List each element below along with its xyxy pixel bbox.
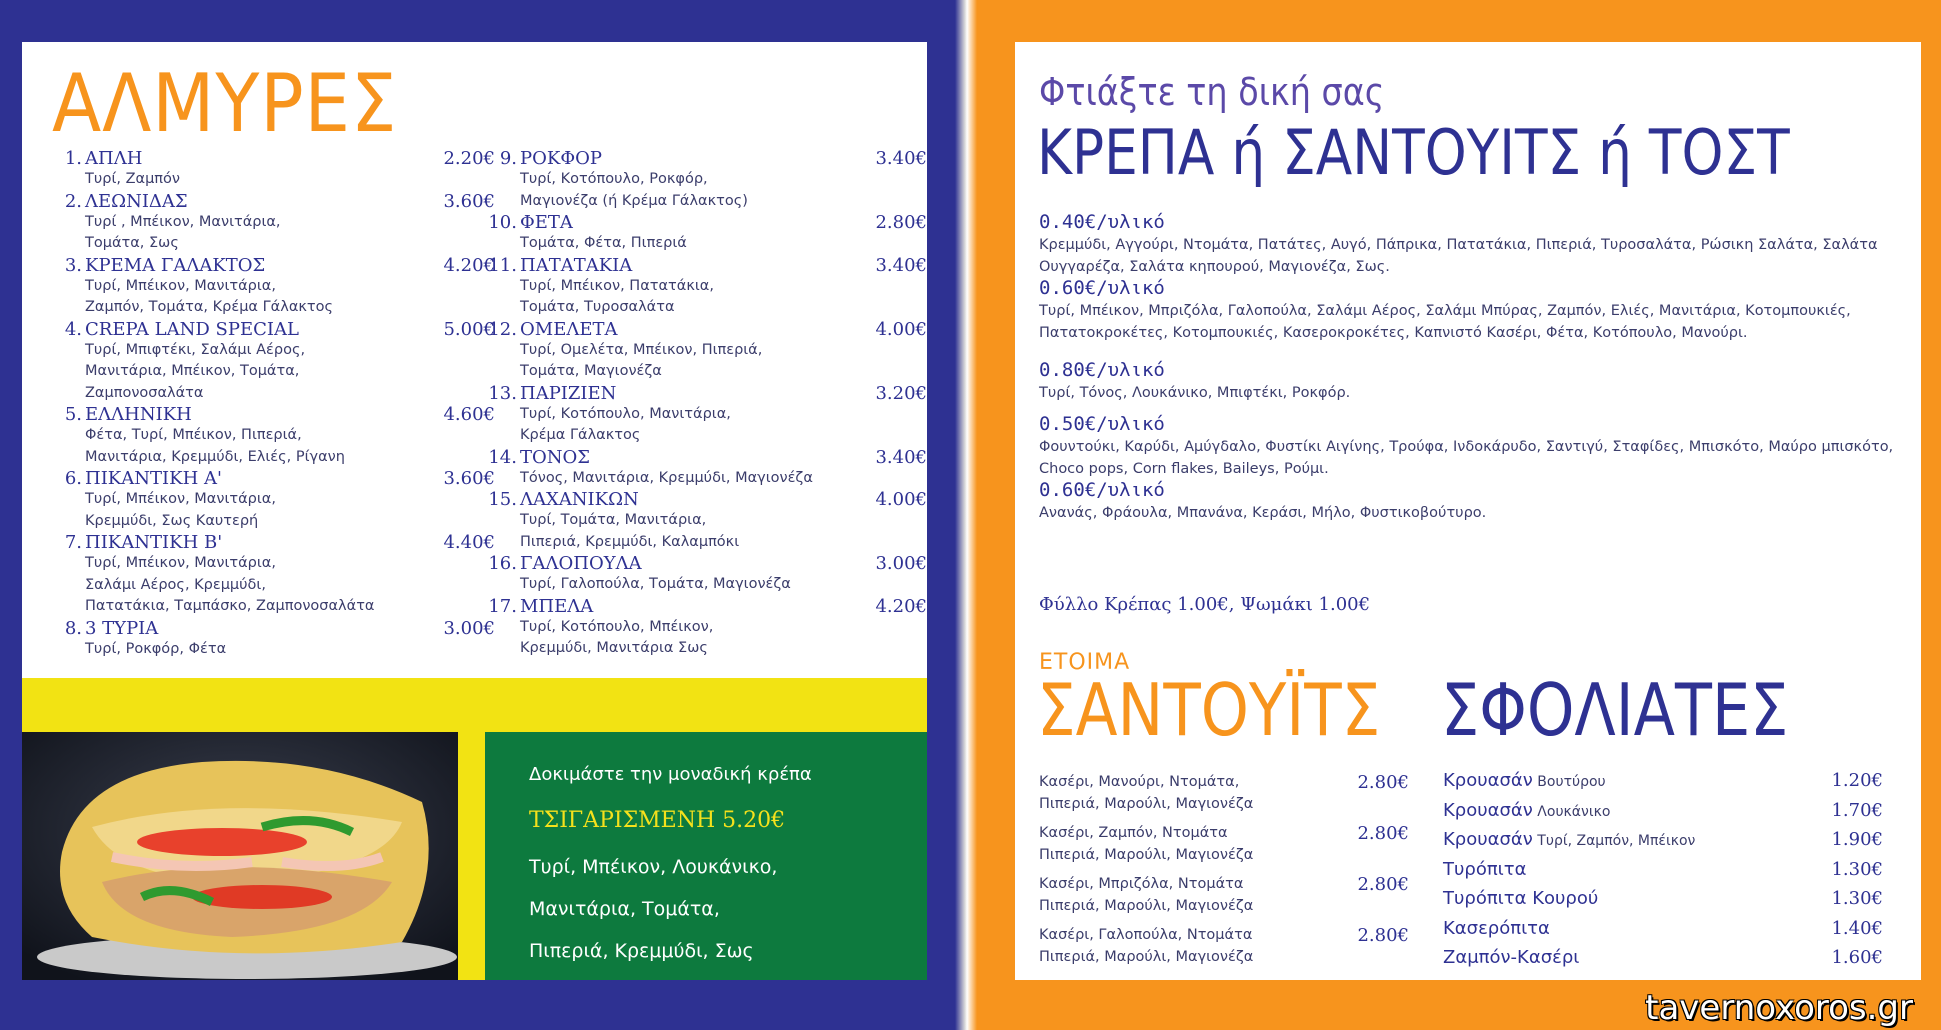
menu-item-ingredients: Τυρί, Ομελέτα, Μπέικον, Πιπεριά, Τομάτα, Μαγιονέζα bbox=[520, 341, 763, 379]
menu-item-number: 12. bbox=[488, 318, 517, 340]
menu-item-number: 3. bbox=[64, 254, 82, 276]
pastries-title: ΣΦΟΛΙΑΤΕΣ bbox=[1441, 668, 1789, 752]
menu-item-title bbox=[60, 532, 222, 553]
menu-item-ingredients: Τυρί, Μπέικον, Μανιτάρια, Σαλάμι Αέρος, Κρεμμύδι, Πατατάκια, Ταμπάσκο, Ζαμπονοσαλάτα bbox=[85, 555, 375, 614]
promo-try-text: Δοκιμάστε την μοναδική κρέπα bbox=[529, 764, 812, 785]
menu-item-ingredients: Τυρί , Μπέικον, Μανιτάρια, Τομάτα, Σως bbox=[85, 213, 281, 251]
menu-item-title bbox=[487, 319, 617, 340]
pastry-item bbox=[1443, 859, 1883, 889]
menu-item-name: CREPA LAND SPECIAL bbox=[85, 318, 299, 340]
menu-item-name: ΦΕΤΑ bbox=[520, 212, 573, 233]
menu-item-header bbox=[487, 383, 927, 404]
tier-price: 0.60€/υλικό bbox=[1039, 277, 1165, 299]
menu-item-title bbox=[60, 319, 299, 340]
menu-item-ingredients: Τυρί, Μπέικον, Πατατάκια, Τομάτα, Τυροσαλάτα bbox=[520, 277, 714, 315]
menu-item-name: 3 ΤΥΡΙΑ bbox=[85, 617, 159, 639]
sandwich-item bbox=[1039, 823, 1409, 866]
menu-item-price: 4.00€ bbox=[875, 489, 927, 510]
menu-item-header bbox=[60, 148, 495, 169]
pastry-name-group bbox=[1443, 918, 1550, 939]
menu-item-name: ΓΑΛΟΠΟΥΛΑ bbox=[520, 553, 642, 574]
pastry-price: 1.30€ bbox=[1831, 888, 1883, 909]
make-your-own-subtitle: Φτιάξτε τη δική σας bbox=[1039, 70, 1385, 114]
pastry-name: Κρουασάν bbox=[1443, 799, 1533, 821]
sandwich-ingredients: Κασέρι, Μανούρι, Ντομάτα, Πιπεριά, Μαρούλι, Μαγιονέζα bbox=[1039, 774, 1254, 812]
promo-ingredients-line-3: Πιπεριά, Κρεμμύδι, Σως bbox=[529, 940, 754, 962]
pastry-item bbox=[1443, 770, 1883, 800]
pastry-name-group bbox=[1443, 770, 1606, 791]
ingredient-tier bbox=[1039, 358, 1909, 404]
right-page bbox=[965, 0, 1941, 1030]
pastry-name: Κρουασάν bbox=[1443, 829, 1533, 850]
menu-item-header bbox=[60, 532, 495, 553]
menu-item bbox=[487, 596, 927, 660]
site-watermark: tavernoxoros.gr bbox=[1645, 988, 1913, 1028]
menu-item-ingredients: Τυρί, Κοτόπουλο, Ροκφόρ, Μαγιονέζα (ή Κρέμα Γάλακτος) bbox=[520, 171, 748, 209]
menu-item-header bbox=[60, 191, 495, 212]
crepe-illustration bbox=[22, 732, 458, 980]
sandwich-ingredients: Κασέρι, Μπριζόλα, Ντομάτα Πιπεριά, Μαρούλι, Μαγιονέζα bbox=[1039, 876, 1254, 914]
menu-item-name: ΠΑΤΑΤΑΚΙΑ bbox=[520, 254, 633, 276]
tier-price: 0.60€/υλικό bbox=[1039, 479, 1165, 501]
pastry-list bbox=[1443, 770, 1883, 977]
menu-item-number: 7. bbox=[64, 532, 82, 553]
pastry-name-group bbox=[1443, 947, 1579, 968]
pastry-price: 1.30€ bbox=[1831, 858, 1883, 880]
menu-item-number: 9. bbox=[499, 148, 517, 169]
menu-item-price: 4.00€ bbox=[875, 318, 927, 340]
menu-item-name: ΠΙΚΑΝΤΙΚΗ Β' bbox=[85, 532, 223, 553]
menu-item-price: 4.40€ bbox=[443, 532, 495, 553]
menu-item-price: 4.20€ bbox=[875, 595, 927, 617]
menu-item-ingredients: Τυρί, Κοτόπουλο, Μπέικον, Κρεμμύδι, Μανιτάρια Σως bbox=[520, 618, 714, 656]
menu-item-price: 3.60€ bbox=[443, 190, 495, 212]
menu-item-title bbox=[487, 255, 632, 276]
menu-item-number: 15. bbox=[488, 489, 517, 510]
menu-item bbox=[60, 404, 495, 468]
menu-item-ingredients: Τομάτα, Φέτα, Πιπεριά bbox=[520, 235, 687, 251]
menu-item bbox=[487, 255, 927, 319]
menu-item-title bbox=[487, 596, 593, 617]
sandwich-price: 2.80€ bbox=[1357, 772, 1409, 793]
menu-item-ingredients: Τυρί, Κοτόπουλο, Μανιτάρια, Κρέμα Γάλακτος bbox=[520, 405, 731, 443]
ingredient-tier bbox=[1039, 210, 1909, 278]
menu-item-header bbox=[487, 553, 927, 574]
menu-item-title bbox=[60, 191, 188, 212]
menu-item bbox=[487, 212, 927, 255]
menu-column-1 bbox=[60, 148, 495, 660]
menu-item-header bbox=[60, 404, 495, 425]
menu-item-header bbox=[60, 618, 495, 639]
menu-item-title bbox=[60, 468, 222, 489]
menu-item-price: 3.20€ bbox=[875, 382, 927, 404]
special-crepe-box bbox=[485, 732, 927, 980]
pastry-price: 1.70€ bbox=[1831, 799, 1883, 821]
menu-item-ingredients: Φέτα, Τυρί, Μπέικον, Πιπεριά, Μανιτάρια, Κρεμμύδι, Ελιές, Ρίγανη bbox=[85, 427, 345, 465]
tier-price: 0.50€/υλικό bbox=[1039, 413, 1165, 435]
ingredient-tier bbox=[1039, 276, 1909, 344]
menu-item-ingredients: Τυρί, Μπιφτέκι, Σαλάμι Αέρος, Μανιτάρια, Μπέικον, Τομάτα, Ζαμπονοσαλάτα bbox=[85, 341, 306, 401]
menu-item-name: ΛΑΧΑΝΙΚΩΝ bbox=[520, 489, 639, 510]
sandwich-list bbox=[1039, 772, 1409, 976]
pastry-name-group bbox=[1443, 859, 1526, 880]
sandwich-price: 2.80€ bbox=[1357, 925, 1409, 946]
sandwich-price: 2.80€ bbox=[1357, 874, 1409, 895]
menu-item-number: 1. bbox=[64, 148, 82, 169]
menu-item-number: 6. bbox=[64, 468, 82, 489]
menu-item-ingredients: Τυρί, Γαλοπούλα, Τομάτα, Μαγιονέζα bbox=[520, 576, 791, 592]
menu-item-price: 3.40€ bbox=[875, 148, 927, 169]
pastry-price: 1.20€ bbox=[1831, 770, 1883, 791]
ingredient-tier bbox=[1039, 412, 1909, 480]
menu-item-name: ΠΑΡΙΖΙΕΝ bbox=[520, 382, 617, 404]
pastry-name: Κασερόπιτα bbox=[1443, 917, 1550, 939]
sandwich-price: 2.80€ bbox=[1357, 823, 1409, 844]
menu-item-price: 3.00€ bbox=[875, 553, 927, 574]
menu-item-number: 5. bbox=[64, 404, 82, 425]
tier-ingredients: Τυρί, Τόνος, Λουκάνικο, Μπιφτέκι, Ροκφόρ. bbox=[1039, 385, 1351, 401]
menu-item-title bbox=[487, 447, 590, 468]
menu-item-header bbox=[487, 447, 927, 468]
menu-item-number: 17. bbox=[488, 595, 517, 617]
menu-item-ingredients: Τυρί, Μπέικον, Μανιτάρια, Ζαμπόν, Τομάτα, Κρέμα Γάλακτος bbox=[85, 277, 334, 315]
tier-ingredients: Ανανάς, Φράουλα, Μπανάνα, Κεράσι, Μήλο, Φυστικοβούτυρο. bbox=[1039, 505, 1487, 521]
menu-item-title bbox=[487, 148, 602, 169]
menu-item-name: ΛΕΩΝΙΔΑΣ bbox=[85, 190, 188, 212]
pastry-name: Τυρόπιτα bbox=[1443, 858, 1527, 880]
sandwich-ingredients: Κασέρι, Ζαμπόν, Ντομάτα Πιπεριά, Μαρούλι, Μαγιονέζα bbox=[1039, 825, 1254, 863]
menu-item-number: 14. bbox=[488, 446, 517, 468]
pastry-extra: Τυρί, Ζαμπόν, Μπέικον bbox=[1532, 833, 1696, 849]
sandwich-item bbox=[1039, 772, 1409, 815]
pastry-item bbox=[1443, 947, 1883, 977]
menu-item-header bbox=[60, 319, 495, 340]
pastry-item bbox=[1443, 829, 1883, 859]
menu-item-number: 16. bbox=[488, 553, 517, 574]
left-page-panel bbox=[22, 42, 927, 980]
tier-ingredients: Κρεμμύδι, Αγγούρι, Ντομάτα, Πατάτες, Αυγό, Πάπρικα, Πατατάκια, Πιπεριά, Τυροσαλάτα, Ρώσικη Σαλάτα, Σαλάτα Ουγγαρέζα, Σαλάτα κηπουρού, Μαγιονέζα, Σως. bbox=[1039, 237, 1878, 275]
menu-item-title bbox=[487, 553, 642, 574]
pastry-price: 1.90€ bbox=[1831, 829, 1883, 850]
menu-item-header bbox=[487, 255, 927, 276]
pastry-name-group bbox=[1443, 888, 1598, 909]
menu-item-title bbox=[487, 383, 616, 404]
menu-item-number: 10. bbox=[488, 212, 517, 233]
tier-price: 0.40€/υλικό bbox=[1039, 211, 1165, 233]
pastry-price: 1.60€ bbox=[1831, 947, 1883, 968]
pastry-name-group bbox=[1443, 800, 1610, 821]
menu-item-name: ΜΠΕΛΑ bbox=[520, 595, 594, 617]
menu-item bbox=[60, 148, 495, 191]
menu-item bbox=[487, 553, 927, 596]
menu-item-title bbox=[60, 255, 265, 276]
menu-item-price: 3.40€ bbox=[875, 446, 927, 468]
menu-item-ingredients: Τυρί, Τομάτα, Μανιτάρια, Πιπεριά, Κρεμμύδι, Καλαμπόκι bbox=[520, 512, 740, 550]
promo-special-name: ΤΣΙΓΑΡΙΣΜΕΝΗ 5.20€ bbox=[529, 808, 786, 833]
menu-item-ingredients: Τυρί, Ζαμπόν bbox=[85, 171, 180, 187]
pastry-price: 1.40€ bbox=[1831, 917, 1883, 939]
menu-item-number: 8. bbox=[64, 617, 82, 639]
menu-item-header bbox=[487, 319, 927, 340]
pastry-item bbox=[1443, 800, 1883, 830]
menu-item-title bbox=[60, 148, 142, 169]
menu-item-number: 11. bbox=[488, 254, 517, 276]
menu-item bbox=[487, 319, 927, 383]
sandwich-ingredients: Κασέρι, Γαλοπούλα, Ντομάτα Πιπεριά, Μαρούλι, Μαγιονέζα bbox=[1039, 927, 1254, 965]
pastry-name: Κρουασάν bbox=[1443, 770, 1533, 791]
menu-item-name: ΤΟΝΟΣ bbox=[520, 446, 590, 468]
menu-item-ingredients: Τυρί, Ροκφόρ, Φέτα bbox=[85, 640, 227, 657]
right-page-panel bbox=[1015, 42, 1921, 980]
menu-item bbox=[487, 447, 927, 490]
menu-item-name: ΑΠΛΗ bbox=[85, 148, 143, 169]
menu-item bbox=[60, 532, 495, 618]
menu-item bbox=[487, 148, 927, 212]
menu-item-price: 5.00€ bbox=[443, 318, 495, 340]
menu-item bbox=[60, 255, 495, 319]
left-page bbox=[0, 0, 965, 1030]
menu-item-header bbox=[487, 212, 927, 233]
crepe-photo bbox=[22, 732, 458, 980]
tier-price: 0.80€/υλικό bbox=[1039, 359, 1165, 381]
ingredient-tier bbox=[1039, 478, 1909, 524]
menu-item-title bbox=[487, 489, 639, 510]
menu-item-header bbox=[487, 596, 927, 617]
menu-item-ingredients: Τόνος, Μανιτάρια, Κρεμμύδι, Μαγιονέζα bbox=[520, 469, 813, 486]
menu-item-name: ΠΙΚΑΝΤΙΚΗ Α' bbox=[85, 468, 222, 489]
page-spine bbox=[955, 0, 977, 1030]
menu-item-name: ΚΡΕΜΑ ΓΑΛΑΚΤΟΣ bbox=[85, 254, 266, 276]
menu-item bbox=[60, 618, 495, 661]
menu-item bbox=[487, 383, 927, 447]
crepe-sandwich-toast-title: ΚΡΕΠΑ ή ΣΑΝΤΟΥΙΤΣ ή ΤΟΣΤ bbox=[1037, 116, 1790, 189]
menu-column-2 bbox=[487, 148, 927, 660]
sandwich-item bbox=[1039, 925, 1409, 968]
menu-item-price: 2.80€ bbox=[875, 212, 927, 233]
sandwich-item bbox=[1039, 874, 1409, 917]
ready-label: ΕΤΟΙΜΑ bbox=[1039, 650, 1131, 675]
menu-item-header bbox=[487, 489, 927, 510]
menu-item bbox=[60, 319, 495, 405]
menu-item-number: 2. bbox=[64, 190, 82, 212]
menu-item-header bbox=[60, 468, 495, 489]
pastry-item bbox=[1443, 918, 1883, 948]
pastry-extra: Βουτύρου bbox=[1532, 774, 1606, 790]
menu-item-number: 4. bbox=[64, 318, 82, 340]
phyllo-bread-price: Φύλλο Κρέπας 1.00€, Ψωμάκι 1.00€ bbox=[1039, 594, 1371, 615]
pastry-extra: Λουκάνικο bbox=[1532, 803, 1611, 820]
promo-ingredients-line-1: Τυρί, Μπέικον, Λουκάνικο, bbox=[529, 856, 778, 878]
menu-item-price: 2.20€ bbox=[443, 148, 495, 169]
promo-ingredients-line-2: Μανιτάρια, Τομάτα, bbox=[529, 898, 720, 920]
menu-item-name: ΡΟΚΦΟΡ bbox=[520, 148, 602, 169]
menu-item-header bbox=[487, 148, 927, 169]
pastry-name-group bbox=[1443, 829, 1695, 850]
pastry-name: Ζαμπόν-Κασέρι bbox=[1443, 947, 1580, 968]
menu-item-name: ΕΛΛΗΝΙΚΗ bbox=[85, 404, 192, 425]
menu-item-price: 4.60€ bbox=[443, 404, 495, 425]
salty-crepes-title: ΑΛΜΥΡΕΣ bbox=[52, 57, 398, 150]
menu-item-name: ΟΜΕΛΕΤΑ bbox=[520, 318, 618, 340]
menu-item-number: 13. bbox=[488, 382, 517, 404]
menu-item-title bbox=[60, 618, 158, 639]
pastry-item bbox=[1443, 888, 1883, 918]
menu-item-price: 3.40€ bbox=[875, 254, 927, 276]
menu-item-title bbox=[487, 212, 573, 233]
menu-item bbox=[60, 191, 495, 255]
menu-item-price: 3.60€ bbox=[443, 468, 495, 489]
menu-item bbox=[60, 468, 495, 532]
menu-item-ingredients: Τυρί, Μπέικον, Μανιτάρια, Κρεμμύδι, Σως Καυτερή bbox=[85, 491, 276, 529]
menu-item-price: 3.00€ bbox=[443, 617, 495, 639]
pastry-name: Τυρόπιτα Κουρού bbox=[1443, 888, 1599, 909]
menu-item-title bbox=[60, 404, 192, 425]
menu-item bbox=[487, 489, 927, 553]
tier-ingredients: Τυρί, Μπέικον, Μπριζόλα, Γαλοπούλα, Σαλάμι Αέρος, Σαλάμι Μπύρας, Ζαμπόν, Ελιές, Μανιτάρια, Κοτομπουκιές, Πατατοκροκέτες, Κοτομπουκιές, Κασεροκροκέτες, Καπνιστό Κασέρι, Φέτα, Κοτόπουλο, Μανούρι. bbox=[1039, 303, 1851, 341]
menu-item-price: 4.20€ bbox=[443, 254, 495, 276]
tier-ingredients: Φουντούκι, Καρύδι, Αμύγδαλο, Φυστίκι Αιγίνης, Τρούφα, Ινδοκάρυδο, Σαντιγύ, Σταφίδες, Μπισκότο, Μαύρο μπισκότο, Choco pops, Corn flakes, Baileys, Ρούμι. bbox=[1039, 439, 1894, 477]
menu-item-header bbox=[60, 255, 495, 276]
sandwiches-title: ΣΑΝΤΟΥΪΤΣ bbox=[1037, 668, 1381, 752]
